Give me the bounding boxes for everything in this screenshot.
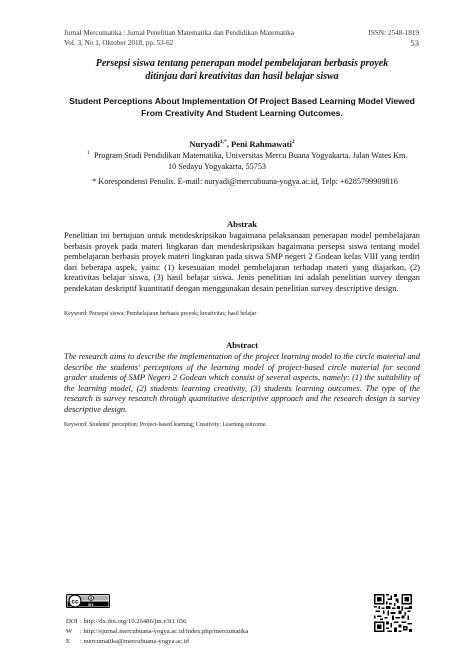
abstract-body: The research aims to describe the implementation of the project learning model to the circle material and describe the students' perceptions of the learning model of project-based circle material for second grader students of SMP Negeri 2 Godean which consist of several aspects, namely: (1) the suitability of the learning model, (2) students learning creativity, (3) students learning outcomes. The type of the research is survey research through quantitative descriptive approach and the research design is survey descriptive design.: [64, 351, 420, 414]
title-english: [60, 96, 424, 119]
email-line: [66, 637, 248, 647]
author-affiliation-mark: 2: [291, 139, 295, 146]
title-id-line2: ditinjau dari kreativitas dan hasil belajar siswa: [145, 71, 339, 82]
abstrak-heading: Abstrak: [226, 219, 258, 229]
title-en-line1: Student Perceptions About Implementation Of Project Based Learning Model Viewed: [69, 96, 415, 106]
abstract-keywords: Keyword: Students' perception; Project-based learning; Creativity; Learning outcome.: [64, 422, 267, 428]
cc-by-label: BY: [88, 602, 94, 607]
header-right: [368, 28, 419, 48]
affiliation: [87, 150, 414, 172]
affiliation-line1: Program Studi Pendidikan Matematika, Universitas Mercu Buana Yogyakarta. Jalan Wates Km.: [94, 151, 408, 160]
footer-links: [66, 617, 248, 647]
correspondence: * Korespondensi Penulis. E-mail: nuryadi@mercubuana-yogya.ac.id, Telp: +6285799909816: [92, 177, 398, 186]
volume-info: Vol. 3, No 1, Oktober 2018, pp. 53-62: [64, 39, 174, 47]
author-name: Nuryadi: [189, 139, 220, 149]
qr-code-icon: [374, 594, 412, 632]
doi-line: [66, 617, 248, 627]
title-indonesian: [70, 57, 414, 83]
creative-commons-by-icon: [66, 594, 110, 608]
abstrak-keywords: Keyword: Persepsi siswa; Pembelajaran berbasis proyek; kreativitas; hasil belajar: [64, 311, 257, 317]
abstract-heading: Abstract: [226, 340, 258, 350]
email-label: E: [66, 638, 71, 645]
title-id-line1: Persepsi siswa tentang penerapan model pembelajaran berbasis proyek: [95, 58, 389, 69]
author-list: [60, 139, 424, 149]
website-line: [66, 627, 248, 637]
author-name: Peni Rahmawati: [231, 139, 292, 149]
doi-link[interactable]: : http://dx.doi.org/10.26486/jm.v3i1.656: [80, 618, 187, 625]
issn: ISSN: 2548-1819: [368, 29, 419, 37]
affiliation-line2: 10 Sedayu Yogyakarta, 55753: [168, 162, 267, 171]
running-header: [64, 28, 294, 48]
website-label: W: [66, 628, 73, 635]
abstrak-body: Penelitian ini bertujuan untuk mendeskripsikan bagaimana pelaksanaan penerapan model pembelajaran berbasis proyek pada materi lingkaran dan mendeskripsikan bagaimana persepsi siswa tentang model pembelajaran berbasis proyek materi lingkaran pada siswa SMP negeri 2 Godean kelas VIII yang terdiri dari beberapa aspek, yaitu: (1) kesesuaian model pembelajaran terhadap materi yang diajarkan, (2) kreativitas belajar siswa, (3) hasil belajar siswa. Jenis penelitian ini adalah penelitian survey dengan pendekatan deskriptif kuantitatif dengan menggunakan desain penelitian survey descriptive design.: [64, 230, 420, 293]
website-link[interactable]: : http://ejurnal.mercubuana-yogya.ac.id/index.php/mercumatika: [80, 628, 249, 635]
svg-text:cc: cc: [71, 598, 79, 606]
author-separator: ,: [226, 139, 232, 149]
author-affiliation-mark: 1,*: [219, 139, 227, 146]
page-number: 53: [410, 38, 419, 48]
journal-name: Jurnal Mercumatika : Jurnal Penelitian Matematika dan Pendidikan Matematika: [64, 29, 294, 37]
doi-label: DOI: [66, 618, 78, 625]
title-en-line2: From Creativity And Student Learning Outcomes.: [141, 107, 343, 118]
email-link[interactable]: : mercumatika@mercubuana-yogya.ac.id: [80, 638, 189, 645]
affiliation-number: 1: [87, 150, 90, 156]
